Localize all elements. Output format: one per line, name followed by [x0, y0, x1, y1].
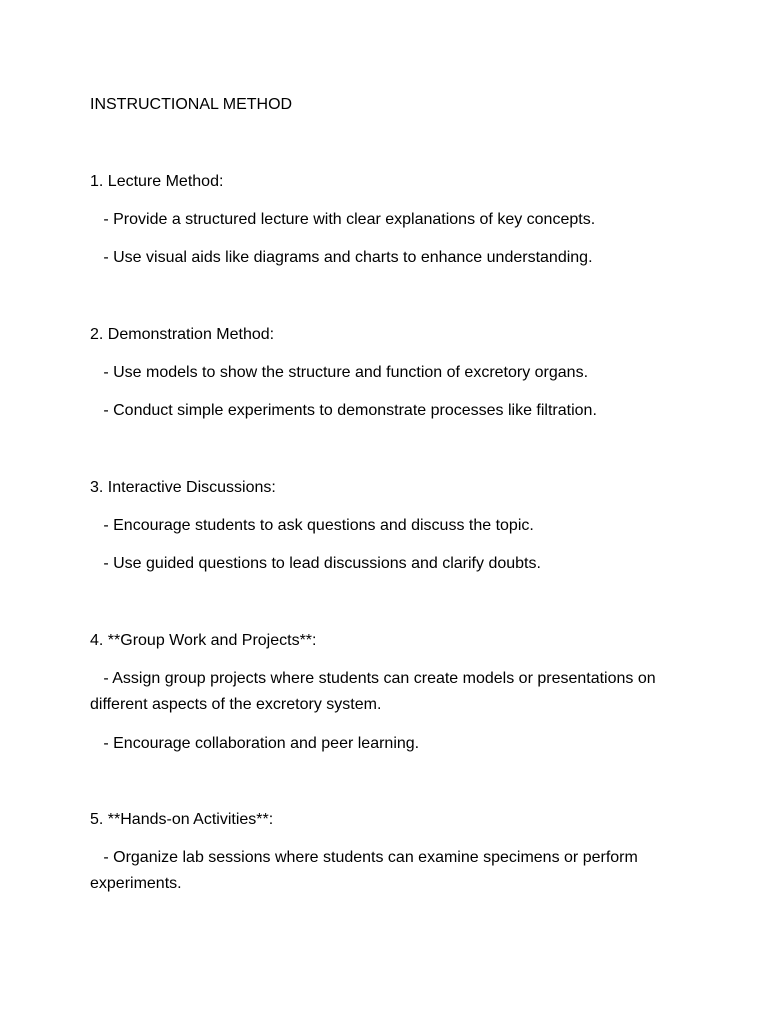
section-3-bullet-2: - Use guided questions to lead discussions and clarify doubts. — [90, 555, 541, 572]
section-2-bullet-1: - Use models to show the structure and function of excretory organs. — [90, 364, 589, 381]
section-2-bullet-2: - Conduct simple experiments to demonstrate processes like filtration. — [90, 402, 597, 419]
section-3-bullet-1: - Encourage students to ask questions and discuss the topic. — [90, 517, 534, 534]
section-4-bullet-1: - Assign group projects where students can create models or presentations on different aspects of the excretory system. — [90, 670, 661, 713]
section-2-heading: 2. Demonstration Method: — [90, 326, 275, 343]
document-title: INSTRUCTIONAL METHOD — [90, 96, 293, 113]
section-5-heading: 5. **Hands-on Activities**: — [90, 811, 274, 828]
section-3-heading: 3. Interactive Discussions: — [90, 479, 276, 496]
section-1-bullet-1: - Provide a structured lecture with clear explanations of key concepts. — [90, 211, 596, 228]
section-1-bullet-2: - Use visual aids like diagrams and charts to enhance understanding. — [90, 249, 593, 266]
section-4-bullet-2: - Encourage collaboration and peer learning. — [90, 735, 420, 752]
section-4-heading: 4. **Group Work and Projects**: — [90, 632, 317, 649]
section-1-heading: 1. Lecture Method: — [90, 173, 224, 190]
section-5-bullet-1: - Organize lab sessions where students can examine specimens or perform experiments. — [90, 849, 643, 892]
